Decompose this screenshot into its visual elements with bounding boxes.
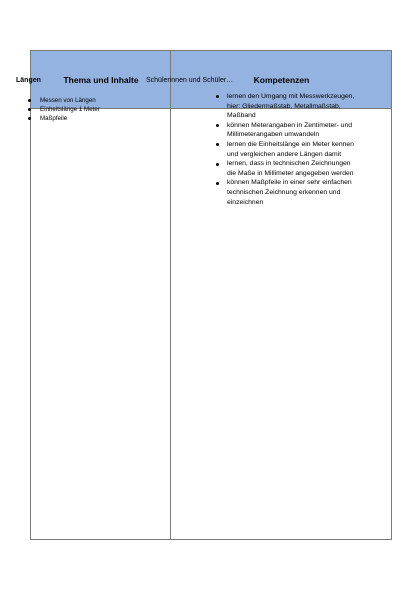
- list-item: Einheitslänge 1 Meter: [16, 105, 134, 114]
- header-competencies: Kompetenzen: [253, 74, 310, 85]
- competencies-list: [146, 92, 356, 207]
- list-item: Maßpfeile: [16, 114, 134, 123]
- list-item: können Maßpfeile in einer sehr einfachen technischen Zeichnung erkennen und einzeichnen: [146, 178, 356, 207]
- topic-list: [16, 96, 134, 123]
- competencies-cell: [146, 76, 356, 207]
- topic-cell: [16, 76, 134, 123]
- list-item: lernen, dass in technischen Zeichnungen die Maße in Millimeter angegeben werden: [146, 159, 356, 178]
- header-topic: Thema und Inhalte: [63, 74, 139, 85]
- competencies-intro: Schülerinnen und Schüler…: [146, 77, 234, 84]
- topic-title: Längen: [16, 77, 41, 84]
- list-item: lernen den Umgang mit Messwerkzeugen, hier: Gliedermaßstab, Metallmaßstab, Maßband: [146, 92, 356, 121]
- list-item: Messen von Längen: [16, 96, 134, 105]
- list-item: können Meterangaben in Zentimeter- und Millimeterangaben umwandeln: [146, 121, 356, 140]
- list-item: lernen die Einheitslänge ein Meter kennen und vergleichen andere Längen damit: [146, 140, 356, 159]
